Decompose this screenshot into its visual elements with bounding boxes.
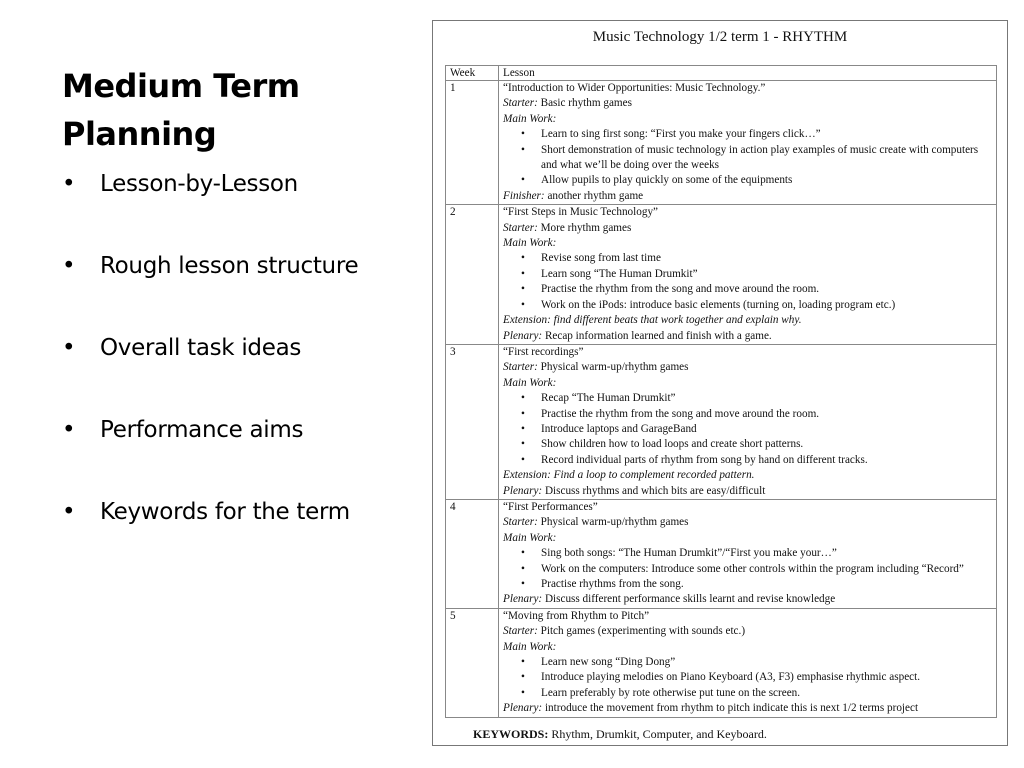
bullet-text: Keywords for the term xyxy=(100,499,350,525)
main-work-label: Main Work: xyxy=(503,376,557,389)
plenary-line xyxy=(503,484,992,499)
list-item: • Work on the iPods: introduce basic elements (turning on, loading program etc.) xyxy=(541,298,992,313)
plenary-label: Plenary: xyxy=(503,593,543,606)
list-item: • Introduce laptops and GarageBand xyxy=(541,422,992,437)
plenary-label: Plenary: xyxy=(503,329,543,342)
keywords-label: KEYWORDS: xyxy=(473,727,549,741)
extension-line: Extension: find different beats that work together and explain why. xyxy=(503,314,802,327)
week-cell: 3 xyxy=(446,344,499,499)
bullet-text: Overall task ideas xyxy=(100,335,302,361)
main-work-list xyxy=(503,546,992,592)
bullet-item xyxy=(62,168,402,250)
lesson-cell xyxy=(499,499,997,608)
starter-text: Basic rhythm games xyxy=(540,97,632,110)
keywords-line xyxy=(473,727,767,742)
main-work-list xyxy=(503,127,992,189)
bullet-text: Rough lesson structure xyxy=(100,253,359,279)
lesson-title: “First Steps in Music Technology” xyxy=(503,206,659,219)
list-item: • Learn new song “Ding Dong” xyxy=(541,655,992,670)
starter-label: Starter: xyxy=(503,97,538,110)
starter-label: Starter: xyxy=(503,516,538,529)
table-row xyxy=(446,499,997,608)
lesson-cell xyxy=(499,344,997,499)
main-work-list xyxy=(503,251,992,313)
list-item: • Recap “The Human Drumkit” xyxy=(541,391,992,406)
bullet-dot-icon: • xyxy=(62,171,76,197)
list-item: • Learn to sing first song: “First you make your fingers click…” xyxy=(541,127,992,142)
lesson-table xyxy=(445,65,997,718)
week-cell: 5 xyxy=(446,608,499,717)
plenary-line xyxy=(503,701,992,716)
lesson-table-body xyxy=(446,81,997,718)
plenary-text: Discuss rhythms and which bits are easy/difficult xyxy=(544,484,766,497)
plenary-line xyxy=(503,592,992,607)
list-item: • Learn preferably by rote otherwise put tune on the screen. xyxy=(541,686,992,701)
main-work-list xyxy=(503,655,992,701)
list-item: • Revise song from last time xyxy=(541,251,992,266)
finisher-text: another rhythm game xyxy=(547,189,644,202)
starter-text: Physical warm-up/rhythm games xyxy=(540,516,689,529)
planning-document xyxy=(432,20,1008,746)
list-item: • Practise the rhythm from the song and move around the room. xyxy=(541,282,992,297)
week-cell: 2 xyxy=(446,205,499,345)
main-work-label: Main Work: xyxy=(503,237,557,250)
column-header-lesson: Lesson xyxy=(499,66,997,81)
keywords-text: Rhythm, Drumkit, Computer, and Keyboard. xyxy=(551,727,767,741)
list-item: • Sing both songs: “The Human Drumkit”/“First you make your…” xyxy=(541,546,992,561)
document-title: Music Technology 1/2 term 1 - RHYTHM xyxy=(592,29,848,45)
lesson-title: “First Performances” xyxy=(503,500,598,513)
lesson-title: “Moving from Rhythm to Pitch” xyxy=(503,609,650,622)
starter-line xyxy=(503,221,992,236)
bullet-dot-icon: • xyxy=(62,335,76,361)
extension-line: Extension: Find a loop to complement recorded pattern. xyxy=(503,469,755,482)
plenary-text: Recap information learned and finish with a game. xyxy=(544,329,772,342)
starter-line xyxy=(503,624,992,639)
list-item: • Work on the computers: Introduce some other controls within the program including “Record” xyxy=(541,562,992,577)
bullet-dot-icon: • xyxy=(62,253,76,279)
list-item: • Record individual parts of rhythm from song by hand on different tracks. xyxy=(541,453,992,468)
bullet-list xyxy=(62,168,402,578)
table-row xyxy=(446,344,997,499)
slide-title: Medium Term Planning xyxy=(62,67,300,153)
bullet-item xyxy=(62,250,402,332)
finisher-label: Finisher: xyxy=(503,189,545,202)
bullet-text: Lesson-by-Lesson xyxy=(100,171,298,197)
lesson-cell xyxy=(499,81,997,205)
lesson-title: “Introduction to Wider Opportunities: Music Technology.” xyxy=(503,82,766,94)
starter-label: Starter: xyxy=(503,625,538,638)
plenary-label: Plenary: xyxy=(503,484,543,497)
bullet-dot-icon: • xyxy=(62,417,76,443)
starter-text: Physical warm-up/rhythm games xyxy=(540,361,689,374)
bullet-text: Performance aims xyxy=(100,417,304,443)
list-item: • Show children how to load loops and create short patterns. xyxy=(541,437,992,452)
starter-text: Pitch games (experimenting with sounds etc.) xyxy=(540,625,746,638)
starter-label: Starter: xyxy=(503,221,538,234)
starter-label: Starter: xyxy=(503,361,538,374)
starter-line xyxy=(503,360,992,375)
bullet-item xyxy=(62,496,402,578)
lesson-cell xyxy=(499,608,997,717)
plenary-label: Plenary: xyxy=(503,702,543,715)
plenary-line xyxy=(503,329,992,344)
list-item: • Practise rhythms from the song. xyxy=(541,577,992,592)
list-item: • Allow pupils to play quickly on some of the equipments xyxy=(541,173,992,188)
table-row xyxy=(446,81,997,205)
bullet-item xyxy=(62,414,402,496)
bullet-item xyxy=(62,332,402,414)
lesson-cell xyxy=(499,205,997,345)
starter-line xyxy=(503,96,992,111)
week-cell: 1 xyxy=(446,81,499,205)
list-item: • Short demonstration of music technology in action play examples of music create with computers and what we’ll be doing over the weeks xyxy=(541,143,992,174)
column-header-week: Week xyxy=(446,66,499,81)
lesson-title: “First recordings” xyxy=(503,345,584,358)
table-row xyxy=(446,205,997,345)
list-item: • Learn song “The Human Drumkit” xyxy=(541,267,992,282)
bullet-dot-icon: • xyxy=(62,499,76,525)
finisher-line xyxy=(503,189,992,204)
main-work-label: Main Work: xyxy=(503,640,557,653)
main-work-label: Main Work: xyxy=(503,531,557,544)
table-header-row xyxy=(446,66,997,81)
main-work-list xyxy=(503,391,992,468)
plenary-text: introduce the movement from rhythm to pitch indicate this is next 1/2 terms project xyxy=(544,702,919,715)
main-work-label: Main Work: xyxy=(503,112,557,125)
plenary-text: Discuss different performance skills learnt and revise knowledge xyxy=(544,593,836,606)
starter-text: More rhythm games xyxy=(540,221,632,234)
list-item: • Practise the rhythm from the song and move around the room. xyxy=(541,407,992,422)
week-cell: 4 xyxy=(446,499,499,608)
list-item: • Introduce playing melodies on Piano Keyboard (A3, F3) emphasise rhythmic aspect. xyxy=(541,670,992,685)
table-row xyxy=(446,608,997,717)
starter-line xyxy=(503,515,992,530)
